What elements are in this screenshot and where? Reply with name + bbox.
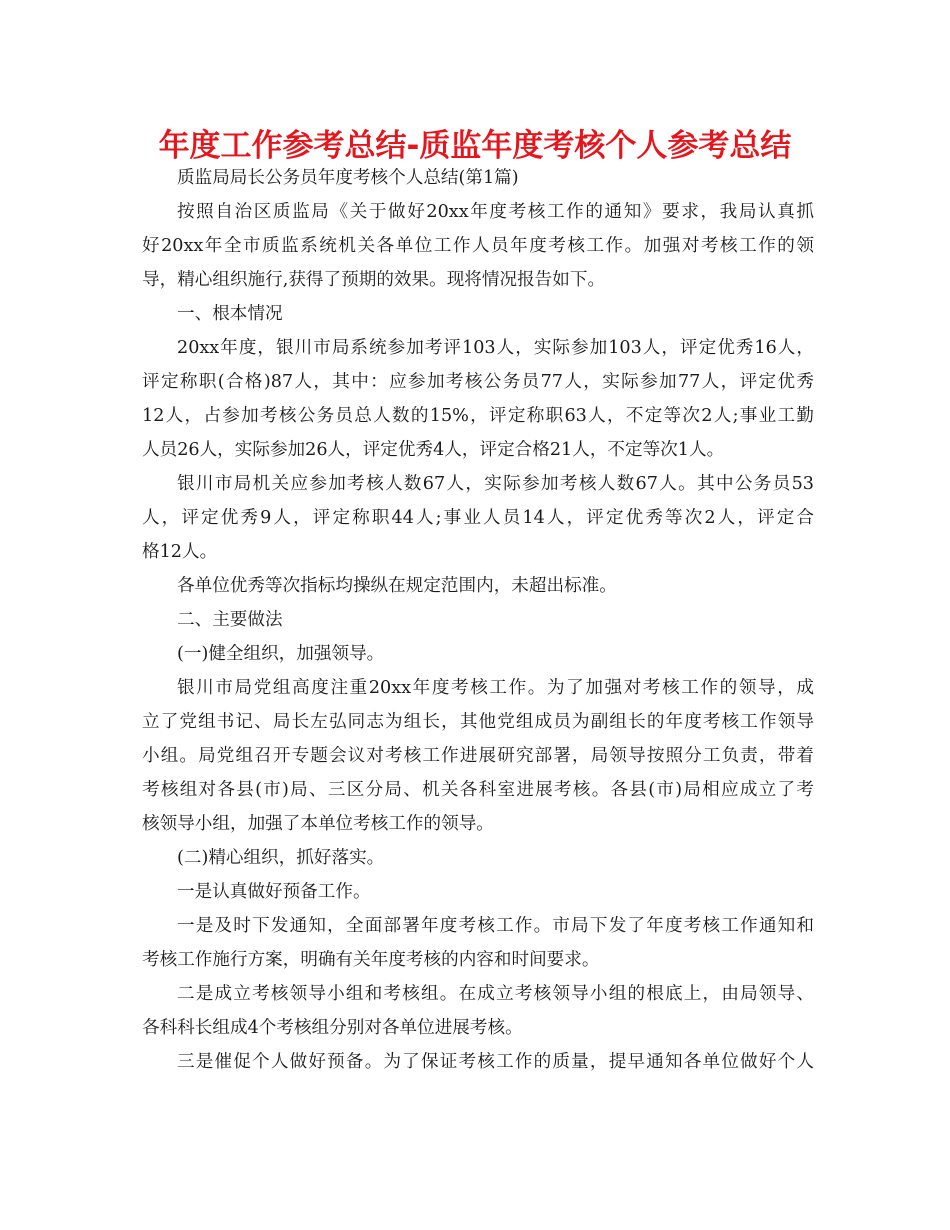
text-line: 小组。局党组召开专题会议对考核工作进展研究部署，局领导按照分工负责，带着 (142, 746, 814, 766)
text-line: 12人，占参加考核公务员总人数的15%，评定称职63人，不定等次2人;事业工勤 (142, 406, 814, 426)
paragraph-1 (142, 195, 814, 297)
text-line: 导，精心组织施行,获得了预期的效果。现将情况报告如下。 (142, 270, 606, 290)
text-line: 一、根本情况 (177, 304, 283, 324)
paragraph-9 (142, 1045, 814, 1079)
text-line: 银川市局机关应参加考核人数67人，实际参加考核人数67人。其中公务员53 (177, 474, 814, 494)
text-line: (二)精心组织，抓好落实。 (177, 848, 385, 868)
text-line: 银川市局党组高度注重20xx年度考核工作。为了加强对考核工作的领导，成 (177, 678, 814, 698)
paragraph-2 (142, 331, 814, 467)
text-line: 考核组对各县(市)局、三区分局、机关各科室进展考核。各县(市)局相应成立了考 (142, 780, 814, 800)
text-line: 20xx年度，银川市局系统参加考评103人，实际参加103人，评定优秀16人， (177, 338, 814, 358)
subsection-heading-1 (142, 637, 814, 671)
text-line: 各单位优秀等次指标均操纵在规定范围内，未超出标准。 (177, 576, 617, 596)
text-line: 考核工作施行方案，明确有关年度考核的内容和时间要求。 (142, 950, 600, 970)
section-heading-2 (142, 603, 814, 637)
text-line: 各科科长组成4个考核组分别对各单位进展考核。 (142, 1018, 523, 1038)
text-line: 一是及时下发通知，全面部署年度考核工作。市局下发了年度考核工作通知和 (177, 916, 814, 936)
subtitle-line: 质监局局长公务员年度考核个人总结(第1篇) (177, 168, 519, 188)
paragraph-5 (142, 671, 814, 841)
text-line: 立了党组书记、局长左弘同志为组长，其他党组成员为副组长的年度考核工作领导 (142, 712, 814, 732)
subsection-heading-2 (142, 841, 814, 875)
text-line: 核领导小组，加强了本单位考核工作的领导。 (142, 814, 494, 834)
text-line: 格12人。 (142, 542, 218, 562)
paragraph-8 (142, 977, 814, 1045)
document-title: 年度工作参考总结-质监年度考核个人参考总结 (158, 128, 792, 164)
text-line: 三是催促个人做好预备。为了保证考核工作的质量，提早通知各单位做好个人 (177, 1052, 814, 1072)
text-line: 二是成立考核领导小组和考核组。在成立考核领导小组的根底上，由局领导、 (177, 984, 814, 1004)
text-line: 按照自治区质监局《关于做好20xx年度考核工作的通知》要求，我局认真抓 (177, 202, 814, 222)
section-heading-1 (142, 297, 814, 331)
document-body (142, 161, 814, 1079)
text-line: (一)健全组织，加强领导。 (177, 644, 385, 664)
text-line: 人员26人，实际参加26人，评定优秀4人，评定合格21人，不定等次1人。 (142, 440, 725, 460)
text-line: 评定称职(合格)87人，其中：应参加考核公务员77人，实际参加77人，评定优秀 (142, 372, 814, 392)
paragraph-3 (142, 467, 814, 569)
paragraph-7 (142, 909, 814, 977)
subtitle-paragraph (142, 161, 814, 195)
text-line: 一是认真做好预备工作。 (177, 882, 371, 902)
text-line: 人，评定优秀9人，评定称职44人;事业人员14人，评定优秀等次2人，评定合 (142, 508, 814, 528)
text-line: 二、主要做法 (177, 610, 283, 630)
paragraph-4 (142, 569, 814, 603)
text-line: 好20xx年全市质监系统机关各单位工作人员年度考核工作。加强对考核工作的领 (142, 236, 814, 256)
paragraph-6 (142, 875, 814, 909)
